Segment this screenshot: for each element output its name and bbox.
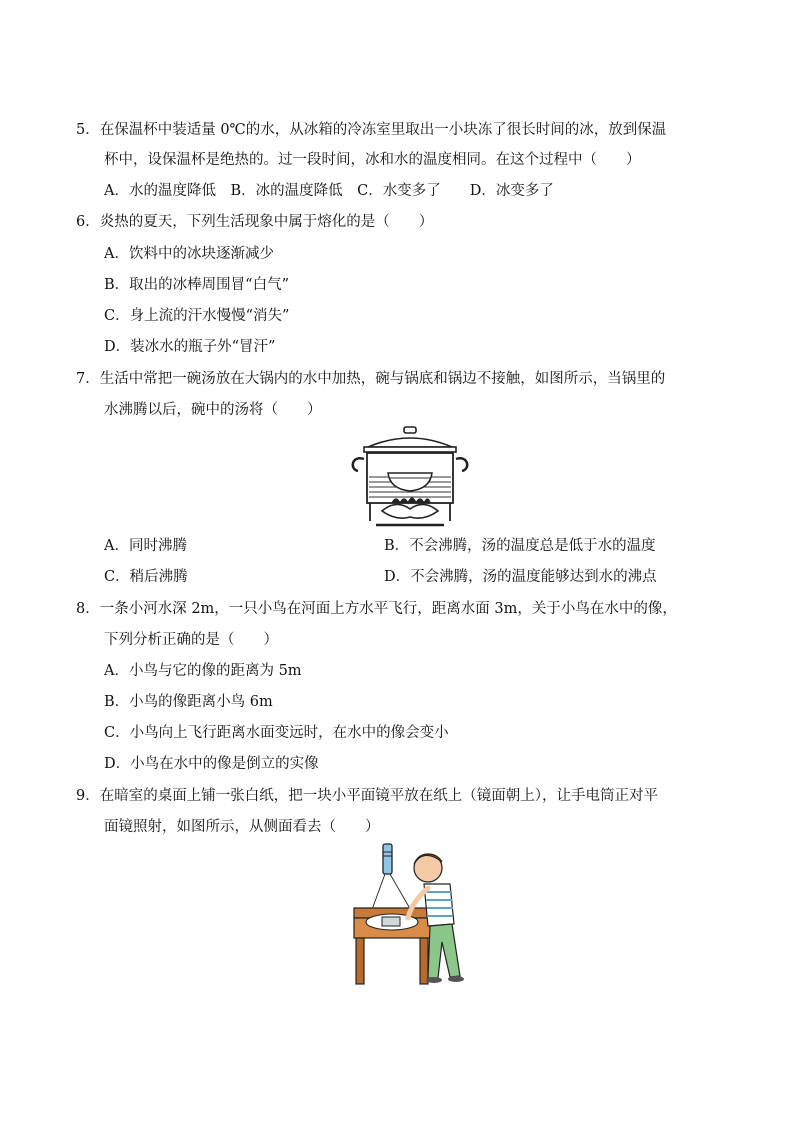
question-6-option-a: A．饮料中的冰块逐渐减少: [104, 246, 274, 262]
table-leg-right: [420, 938, 428, 984]
plane-mirror: [382, 917, 400, 926]
question-7-option-a: A．同时沸腾: [104, 538, 187, 554]
pot-lid: [368, 438, 452, 447]
question-8-option-c: C．小鸟向上飞行距离水面变远时，在水中的像会变小: [104, 725, 449, 741]
question-9-text-line-2: 面镜照射，如图所示，从侧面看去（ ）: [104, 819, 380, 835]
person-shoe-right: [448, 976, 464, 982]
question-6-option-d: D．装冰水的瓶子外“冒汗”: [104, 339, 276, 355]
question-7-option-c: C．稍后沸腾: [104, 569, 188, 585]
question-5-text-line-1: 5．在保温杯中装适量 0℃的水，从冰箱的冷冻室里取出一小块冻了很长时间的冰，放到保温: [76, 122, 667, 138]
boiling-pot-figure: [350, 425, 472, 529]
question-9-text-line-1: 9．在暗室的桌面上铺一张白纸，把一块小平面镜平放在纸上（镜面朝上），让手电筒正对平: [76, 788, 658, 804]
pot-lid-rim: [364, 447, 456, 452]
question-5-text-line-2: 杯中，设保温杯是绝热的。过一段时间，冰和水的温度相同。在这个过程中（ ）: [104, 152, 641, 168]
pot-lid-knob: [404, 427, 416, 433]
question-7-option-d: D．不会沸腾，汤的温度能够达到水的沸点: [384, 569, 657, 585]
question-6-option-c: C．身上流的汗水慢慢“消失”: [104, 308, 290, 324]
table-leg-left: [356, 938, 364, 984]
question-8-option-a: A．小鸟与它的像的距离为 5m: [104, 663, 302, 679]
question-7-option-b: B．不会沸腾，汤的温度总是低于水的温度: [384, 538, 656, 554]
person-pants: [428, 924, 460, 978]
person-shoe-left: [426, 977, 442, 983]
question-6-option-b: B．取出的冰棒周围冒“白气”: [104, 277, 289, 293]
flashlight-mirror-figure: [350, 842, 474, 987]
pot-left-handle: [353, 458, 364, 471]
question-7-text-line-2: 水沸腾以后，碗中的汤将（ ）: [104, 402, 322, 418]
pot-right-handle: [456, 458, 467, 471]
burner-flame-outline: [382, 504, 438, 518]
question-8-option-d: D．小鸟在水中的像是倒立的实像: [104, 756, 319, 772]
question-7-text-line-1: 7．生活中常把一碗汤放在大锅内的水中加热，碗与锅底和锅边不接触，如图所示，当锅里的: [76, 371, 666, 387]
question-5-options: A．水的温度降低 B．冰的温度降低 C．水变多了 D．冰变多了: [104, 183, 554, 199]
question-8-option-b: B．小鸟的像距离小鸟 6m: [104, 694, 273, 710]
flashlight-icon: [383, 844, 392, 874]
question-6-text: 6．炎热的夏天，下列生活现象中属于熔化的是（ ）: [76, 214, 434, 230]
question-8-text-line-2: 下列分析正确的是（ ）: [104, 632, 278, 648]
question-8-text-line-1: 8．一条小河水深 2m，一只小鸟在河面上方水平飞行，距离水面 3m，关于小鸟在水中的像，: [76, 601, 677, 617]
